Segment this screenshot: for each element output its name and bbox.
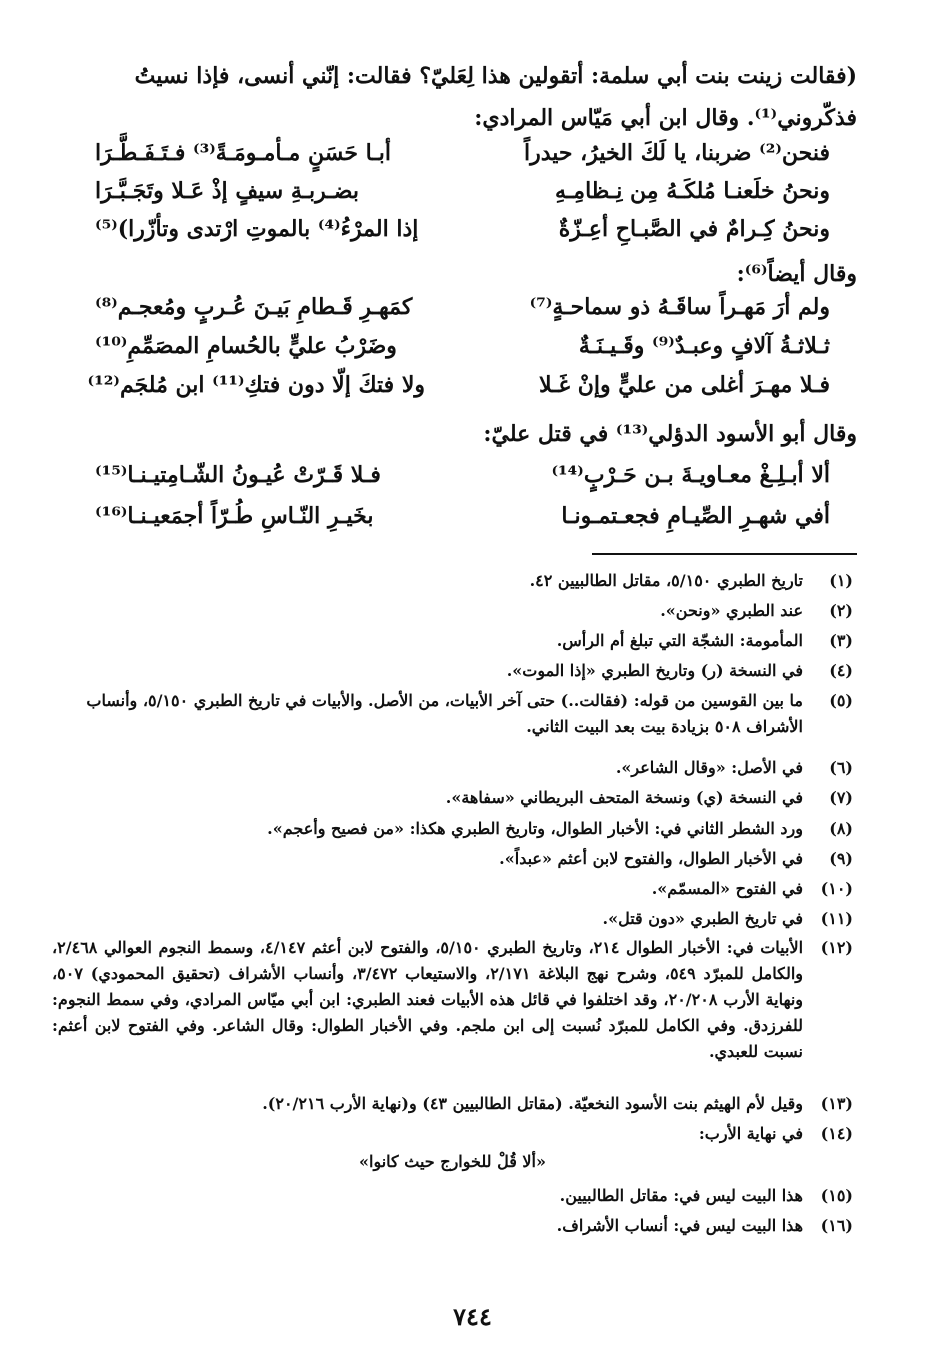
- footnote: [52, 1091, 853, 1117]
- footnote-number: (١٥): [820, 1186, 853, 1205]
- footnote: [52, 935, 853, 1085]
- footnote-text: في الأصل: «وقال الشاعر».: [615, 758, 803, 777]
- verse-hemistich-second: بضـربـةِ سيفٍ إذْ عَـلا وتَجَـبَّـرَا: [95, 178, 359, 204]
- footnote-text: المأمومة: الشجّة التي تبلغ أم الرأس.: [556, 631, 803, 650]
- footnote: [52, 628, 853, 654]
- verse-hemistich-second: فـلا قَـرّتْ عُيـونُ الشّـامِتيـنـا⁽¹⁵⁾: [95, 462, 381, 488]
- verse-row: [95, 462, 830, 502]
- verse-row: [95, 178, 830, 218]
- footnote-number: (٥): [829, 691, 853, 710]
- verse-hemistich-second: إذا المرْءُ⁽⁴⁾ بالموتِ ارْتدى وتأزّرا)⁽⁵⁾: [95, 216, 419, 242]
- footnote-text: هذا البيت ليس في: أنساب الأشراف.: [556, 1216, 803, 1235]
- verse-hemistich-first: ونحنُ كِـرامٌ في الصَّبـاحِ أعِـزّةٌ: [558, 216, 830, 242]
- footnote: [52, 1121, 853, 1147]
- footnote: [52, 1213, 853, 1239]
- footnote-number: (١٢): [820, 938, 853, 957]
- footnote: [52, 906, 853, 932]
- footnote-number: (١٠): [820, 879, 853, 898]
- footnote-text: وقيل لأم الهيثم بنت الأسود النخعيّة. (مقاتل الطالبيين ٤٣) و(نهاية الأرب ٢٠/٢١٦).: [262, 1094, 803, 1113]
- footnote: [52, 876, 853, 902]
- footnote: [52, 658, 853, 684]
- page-number: ٧٤٤: [453, 1302, 492, 1331]
- footnote-number: (٩): [829, 849, 853, 868]
- footnote-number: (١١): [820, 909, 853, 928]
- footnote-number: (٤): [829, 661, 853, 680]
- footnote-text: في الفتوح «المسمّم».: [651, 879, 803, 898]
- footnote-text: في النسخة (ر) وتاريخ الطبري «إذا الموت».: [506, 661, 803, 680]
- prose-line-3: وقال أيضاً⁽⁶⁾:: [736, 261, 857, 287]
- footnote: [52, 846, 853, 872]
- prose-line-2: فذكّروني⁽¹⁾. وقال ابن أبي مَيّاس المرادي:: [474, 105, 857, 131]
- footnote-number: (٣): [829, 631, 853, 650]
- verse-row: [87, 372, 830, 412]
- footnote-text: الأبيات في: الأخبار الطوال ٢١٤، وتاريخ الطبري ٥/١٥٠، والفتوح لابن أعثم ٤/١٤٧، وسمط النجوم العوالي ٢/٤٦٨، والكامل للمبرّد ٥٤٩، وشرح نهج البلاغة ٢/١٧١، والاستيعاب ٣/٤٧٢، وأنساب الأشراف (تحقيق المحمودي) ٥٠٧، ونهاية الأرب ٢٠/٢٠٨، وقد اختلفوا في قائل هذه الأبيات فعند الطبري: ابن أبي ميّاس المرادي، وفي سمط النجوم: للفرزدق. وفي الكامل للمبرّد نُسبت إلى ابن ملجم. وفي الأخبار الطوال: وقال الشاعر. وفي الفتوح لابن أعثم: نسبت للعبدي.: [52, 938, 804, 1061]
- footnote-text: في تاريخ الطبري «دون قتل».: [602, 909, 803, 928]
- footnote-text: في نهاية الأرب:: [698, 1124, 803, 1143]
- footnote: [52, 598, 853, 624]
- verse-hemistich-first: فـلا مهـرَ أغلى من عليٍّ وإنْ غَـلا: [538, 372, 830, 398]
- footnote-text: في الأخبار الطوال، والفتوح لابن أعثم «عبداً».: [499, 849, 803, 868]
- footnote-verse: «ألا قُلْ للخوارج حيث كانوا»: [359, 1152, 546, 1171]
- verse-row: [95, 333, 830, 373]
- footnote-text: هذا البيت ليس في: مقاتل الطالبيين.: [559, 1186, 803, 1205]
- verse-hemistich-second: وضَرْبُ عليٍّ بالحُسامِ المصَمِّمِ⁽¹⁰⁾: [95, 333, 397, 359]
- footnote-text: تاريخ الطبري ٥/١٥٠، مقاتل الطالبيين ٤٢.: [529, 571, 803, 590]
- verse-hemistich-second: أبـا حَسَنٍ مـأمـومَـةً⁽³⁾ فـتَـفَـطَّـرَا: [95, 140, 391, 166]
- footnote-number: (١٦): [820, 1216, 853, 1235]
- verse-hemistich-first: أفي شهـرِ الصِّيـامِ فجعـتمـونـا: [561, 503, 830, 529]
- verse-hemistich-second: كمَهـرِ قَـطامِ بَيـنَ عُـربٍ ومُعجـم⁽⁸⁾: [95, 294, 413, 320]
- verse-row: [95, 140, 830, 180]
- verse-hemistich-second: بخَيـرِ النّـاسِ طُـرّاً أجمَعيـنـا⁽¹⁶⁾: [95, 503, 374, 529]
- verse-hemistich-second: ولا فتكَ إلّا دون فتكِ⁽¹¹⁾ ابن مُلجَم⁽¹²⁾: [87, 372, 425, 398]
- footnote: [52, 688, 853, 744]
- footnote-number: (٦): [829, 758, 853, 777]
- footnote-number: (١٣): [820, 1094, 853, 1113]
- footnote-text: في النسخة (ي) ونسخة المتحف البريطاني «سفاهة».: [445, 788, 803, 807]
- prose-line-4: وقال أبو الأسود الدؤلي⁽¹³⁾ في قتل عليّ:: [483, 421, 857, 447]
- footnote-text: ما بين القوسين من قوله: (فقالت..) حتى آخر الأبيات، من الأصل. والأبيات في تاريخ الطبري ٥/١٥٠، وأنساب الأشراف ٥٠٨ بزيادة بيت بعد البيت الثاني.: [86, 691, 803, 736]
- footnote-number: (٨): [829, 819, 853, 838]
- footnote-text: عند الطبري «ونحن».: [660, 601, 803, 620]
- footnote: [52, 816, 853, 842]
- verse-row: [95, 503, 830, 543]
- verse-hemistich-first: ولم أرَ مَهـراً ساقَـهُ ذو سماحـةٍ⁽⁷⁾: [529, 294, 830, 320]
- verse-hemistich-first: ونحنُ خلَعنـا مُلكَـهُ مِن نِـظامِـهِ: [555, 178, 830, 204]
- prose-line-1: (فقالت زينت بنت أبي سلمة: أتقولين هذا لِعَليّ؟ فقالت: إنّني أنسى، فإذا نسيتُ: [134, 63, 857, 89]
- footnote-number: (١): [829, 571, 853, 590]
- footnote-number: (٢): [829, 601, 853, 620]
- verse-hemistich-first: فنحن⁽²⁾ ضربنا، يا لَكَ الخيرُ، حيدراً: [523, 140, 830, 166]
- footnote: [52, 1183, 853, 1209]
- verse-hemistich-first: ألا أبـلِـغْ معـاويـةَ بـن حَـرْبٍ⁽¹⁴⁾: [551, 462, 830, 488]
- footnote: [52, 568, 853, 594]
- footnote-number: (١٤): [820, 1124, 853, 1143]
- footnote-text: ورد الشطر الثاني في: الأخبار الطوال، وتاريخ الطبري هكذا: «من فصيح وأعجم».: [267, 819, 803, 838]
- footnote-number: (٧): [829, 788, 853, 807]
- footnote-separator: [592, 553, 857, 555]
- footnote: [52, 755, 853, 781]
- verse-row: [95, 216, 830, 256]
- verse-row: [95, 294, 830, 334]
- verse-hemistich-first: ثـلاثـةُ آلافٍ وعبـدٌ⁽⁹⁾ وقَـيـنَـةٌ: [578, 333, 830, 359]
- footnote: [52, 785, 853, 811]
